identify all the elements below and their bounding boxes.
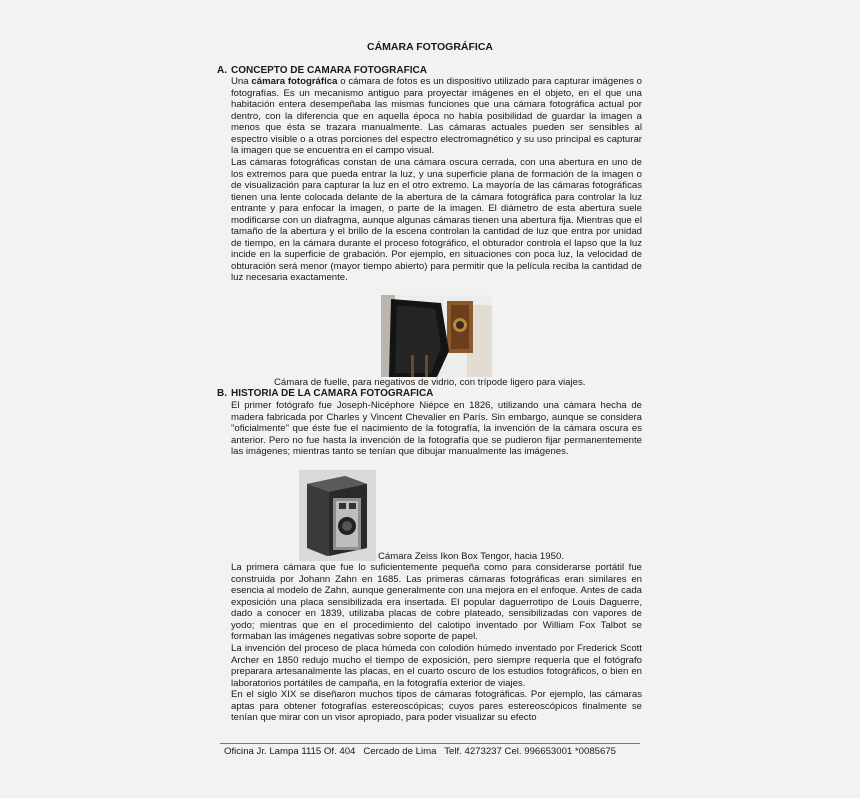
bellows-camera-caption: Cámara de fuelle, para negativos de vidrio, con trípode ligero para viajes. bbox=[274, 377, 586, 388]
section-a-p1-start: Una bbox=[231, 76, 252, 87]
section-a-p1-bold: cámara fotográfica bbox=[251, 76, 338, 87]
section-b-paragraph-4: En el siglo XIX se diseñaron muchos tipos de cámaras fotográficas. Por ejemplo, las cámaras aptas para obtener fotografías estereoscópicas; cuyos pares estereoscópicos finalmente se tenían que mirar con un visor apropiado, para poder visualizar su efecto bbox=[231, 689, 642, 724]
box-camera-image bbox=[299, 470, 376, 561]
footer-divider bbox=[220, 743, 640, 744]
section-a-paragraph-1 bbox=[231, 76, 642, 157]
box-camera-caption: Cámara Zeiss Ikon Box Tengor, hacia 1950. bbox=[378, 551, 564, 562]
section-a-heading bbox=[217, 65, 427, 76]
section-b-heading bbox=[217, 388, 433, 399]
section-a-paragraph-2: Las cámaras fotográficas constan de una cámara oscura cerrada, con una abertura en uno de los extremos para que pueda entrar la luz, y una superficie plana de formación de la imagen o de visualización para capturar la luz en el otro extremo. La mayoría de las cámaras fotográficas tienen una lente colocada delante de la abertura de la cámara fotográfica para controlar la luz entrante y para enfocar la imagen, o parte de la imagen. El diámetro de esta abertura suele modificarse con un diafragma, aunque algunas cámaras tienen una abertura fija. Mientras que el tamaño de la abertura y el brillo de la escena controlan la cantidad de luz que entra por unidad de tiempo, en la cámara durante el proceso fotográfico, el obturador controla el lapso que la luz incide en la superficie de grabación. Por ejemplo, en situaciones con poca luz, la velocidad de obturación será menor (mayor tiempo abierto) para permitir que la película reciba la cantidad de luz necesaria exactamente. bbox=[231, 157, 642, 284]
section-b-paragraph-1: El primer fotógrafo fue Joseph-Nicéphore Niépce en 1826, utilizando una cámara hecha de madera fabricada por Charles y Vincent Chevalier en París. Sin embargo, aunque se considera "oficialmente" que éste fue el nacimiento de la fotografía, la invención de la cámara oscura es anterior. Pero no fue hasta la invención de la fotografía que se pudieron fijar permanentemente las imágenes; mientras tanto se tenían que dibujar manualmente las imágenes. bbox=[231, 400, 642, 458]
section-b-paragraph-3: La invención del proceso de placa húmeda con colodión húmedo inventado por Frederick Scott Archer en 1850 redujo mucho el tiempo de exposición, pero siempre requería que el fotógrafo preparara artesanalmente las placas, en el cuarto oscuro de los estudios fotográficos, o bien en laboratorios portátiles de campaña, en la fotografía exterior de viajes. bbox=[231, 643, 642, 689]
section-b-letter: B. bbox=[217, 388, 227, 399]
section-b-paragraph-2: La primera cámara que fue lo suficientemente pequeña como para considerarse portátil fue construida por Johann Zahn en 1685. Las primeras cámaras fotográficas eran similares en esencia al modelo de Zahn, aunque generalmente con una mejora en el enfoque. Antes de cada exposición una placa sensibilizada era insertada. El popular daguerrotipo de Louis Daguerre, dado a conocer en 1839, utilizaba placas de cobre plateado, sensibilizadas con vapores de yodo; mientras que en el procedimiento del calotipo inventado por William Fox Talbot se formaban las imágenes negativas sobre soporte de papel. bbox=[231, 562, 642, 643]
section-a-p1-rest: o cámara de fotos es un dispositivo utilizado para capturar imágenes o fotografías. Es un mecanismo antiguo para proyectar imágenes en el objeto, en el que una habitación entera desempeñaba las mismas funciones que una cámara fotográfica actual por dentro, con la diferencia que en aquella época no había posibilidad de guardar la imagen a menos que ésta se trazara manualmente. Las cámaras actuales pueden ser sensibles al espectro visible o a otras porciones del espectro electromagnético y su uso principal es capturar la imagen que se encuentra en el campo visual. bbox=[231, 76, 643, 157]
page-footer: Oficina Jr. Lampa 1115 Of. 404 Cercado de Lima Telf. 4273237 Cel. 996653001 *0085675 bbox=[224, 746, 617, 757]
bellows-camera-image bbox=[381, 295, 492, 377]
section-b-title: HISTORIA DE LA CAMARA FOTOGRAFICA bbox=[231, 388, 434, 399]
section-a-title: CONCEPTO DE CAMARA FOTOGRAFICA bbox=[231, 65, 427, 76]
document-title: CÁMARA FOTOGRÁFICA bbox=[367, 41, 493, 53]
section-a-letter: A. bbox=[217, 65, 227, 76]
